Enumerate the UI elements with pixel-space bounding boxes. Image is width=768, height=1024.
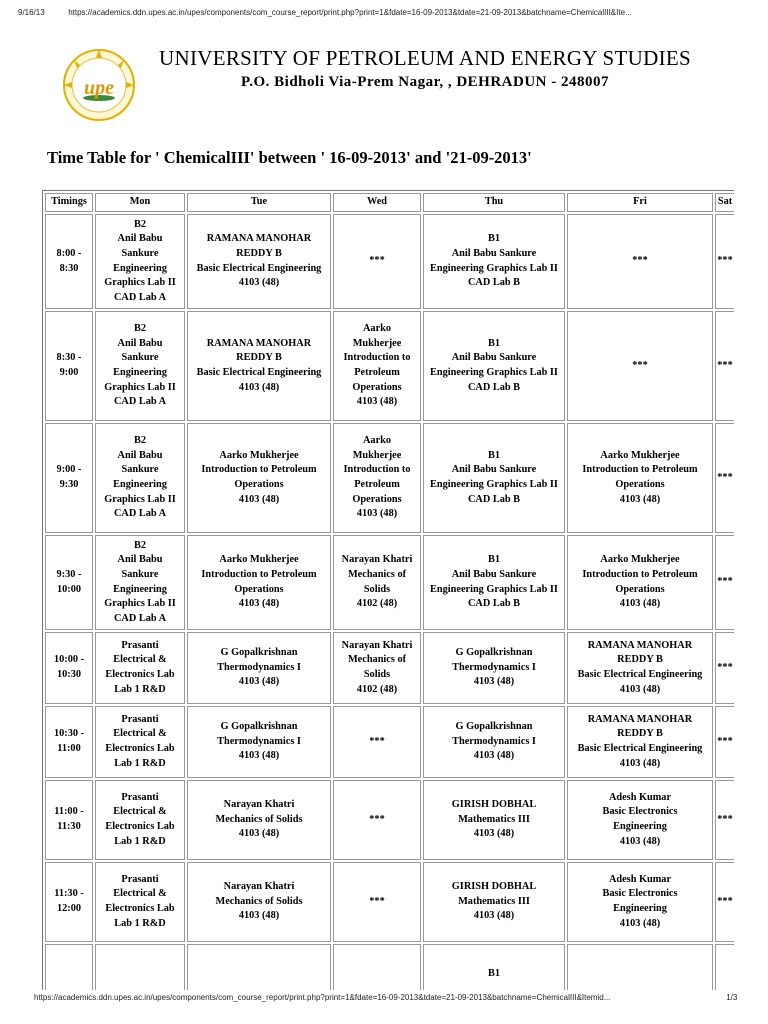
class-line: 4103 (48)	[473, 910, 515, 922]
class-line: G Gopalkrishnan	[220, 647, 298, 659]
class-line: 4103 (48)	[238, 750, 280, 762]
timetable-wrapper	[42, 190, 734, 990]
class-cell	[95, 862, 185, 942]
class-cell	[95, 311, 185, 421]
class-line: Electrical &	[113, 888, 167, 900]
class-line: B1	[487, 554, 501, 566]
class-line: Operations	[352, 381, 402, 393]
class-line: Aarko Mukherjee	[600, 449, 680, 461]
class-line: Adesh Kumar	[608, 791, 672, 803]
class-line: Anil Babu Sankure	[451, 568, 537, 580]
class-line: Electronics Lab	[105, 669, 175, 680]
column-header: Sat	[715, 193, 734, 212]
class-cell	[715, 780, 734, 860]
class-line: Introduction to Petroleum	[582, 464, 698, 476]
time-line: 8:00 -	[56, 247, 82, 259]
time-slot-cell	[45, 214, 93, 309]
class-line: 4103 (48)	[238, 910, 280, 922]
print-header	[18, 8, 758, 17]
class-line: G Gopalkrishnan	[455, 721, 533, 733]
class-line: Mechanics of Solids	[215, 895, 303, 907]
class-line: 4103 (48)	[238, 828, 280, 840]
class-line: 4103 (48)	[619, 757, 661, 769]
class-line: 4103 (48)	[619, 598, 661, 610]
class-cell	[95, 214, 185, 309]
class-cell	[715, 535, 734, 630]
class-cell	[423, 706, 565, 778]
class-line: ***	[717, 255, 733, 267]
class-line: RAMANA MANOHAR	[206, 337, 312, 349]
class-line: Petroleum	[354, 479, 400, 490]
class-line: Engineering Graphics Lab II	[430, 262, 558, 274]
print-url: https://academics.ddn.upes.ac.in/upes/components/com_course_report/print.php?print=1&fdate=16-09-2013&tdate=21-09-2013&batchname=ChemicalIII&Ite...	[68, 8, 632, 17]
class-line: Anil Babu Sankure	[451, 352, 537, 364]
class-line: CAD Lab A	[113, 291, 167, 303]
column-header: Timings	[45, 193, 93, 212]
table-row	[45, 706, 734, 778]
class-cell	[423, 535, 565, 630]
class-line: Operations	[615, 583, 665, 595]
class-line: Aarko Mukherjee	[219, 449, 299, 461]
class-line: G Gopalkrishnan	[220, 721, 298, 733]
class-line: CAD Lab B	[467, 277, 521, 289]
class-cell	[423, 632, 565, 704]
class-cell	[333, 214, 421, 309]
class-line: Prasanti	[121, 639, 159, 651]
class-line: Mathematics III	[458, 813, 530, 825]
class-line: 4103 (48)	[238, 277, 280, 289]
class-line: Graphics Lab II	[104, 493, 176, 505]
class-line: Narayan Khatri	[223, 881, 295, 893]
university-address: P.O. Bidholi Via-Prem Nagar, , DEHRADUN - 248007	[240, 74, 610, 90]
class-line: ***	[717, 735, 733, 747]
class-line: 4103 (48)	[238, 493, 280, 505]
class-line: ***	[369, 895, 385, 907]
class-cell	[333, 944, 421, 990]
class-line: Thermodynamics I	[217, 661, 301, 673]
class-line: Mechanics of Solids	[215, 813, 303, 825]
class-cell	[423, 862, 565, 942]
class-line: Prasanti	[121, 791, 159, 803]
class-line: Thermodynamics I	[452, 661, 536, 673]
timetable-body	[45, 214, 734, 990]
class-cell	[333, 423, 421, 533]
class-line: Lab 1 R&D	[114, 917, 166, 929]
class-line: B1	[487, 449, 501, 461]
class-line: Engineering Graphics Lab II	[430, 479, 558, 490]
class-cell	[567, 632, 713, 704]
university-name: UNIVERSITY OF PETROLEUM AND ENERGY STUDIES	[159, 46, 691, 70]
class-line: Basic Electrical Engineering	[196, 262, 322, 274]
class-line: B1	[487, 233, 501, 245]
class-line: 4103 (48)	[356, 396, 398, 408]
class-cell	[95, 632, 185, 704]
class-line: ***	[369, 255, 385, 267]
table-row	[45, 780, 734, 860]
class-cell	[187, 311, 331, 421]
class-line: ***	[717, 661, 733, 673]
class-line: CAD Lab B	[467, 598, 521, 610]
class-line: B2	[133, 539, 147, 551]
class-line: Electrical &	[113, 654, 167, 666]
class-line: 4103 (48)	[619, 493, 661, 505]
timetable-title: Time Table for ' ChemicalIII' between ' 16-09-2013' and '21-09-2013'	[47, 148, 532, 167]
class-line: ***	[717, 813, 733, 825]
class-line: RAMANA MANOHAR	[587, 639, 693, 651]
class-line: Thermodynamics I	[452, 735, 536, 747]
time-line: 11:00 -	[54, 806, 84, 818]
class-line: Anil Babu	[117, 233, 163, 245]
class-line: Sankure	[121, 464, 159, 476]
class-line: CAD Lab B	[467, 381, 521, 393]
class-cell	[715, 706, 734, 778]
time-line: 9:30	[59, 479, 79, 490]
class-line: ***	[717, 359, 733, 371]
time-line: 10:00 -	[53, 654, 85, 666]
column-header: Mon	[95, 193, 185, 212]
class-cell	[187, 944, 331, 990]
header-row	[45, 193, 734, 212]
class-line: B2	[133, 435, 147, 447]
class-line: Electrical &	[113, 728, 167, 740]
class-line: Introduction to	[343, 352, 411, 364]
class-cell	[567, 214, 713, 309]
class-line: ***	[717, 471, 733, 483]
class-line: Operations	[234, 583, 284, 595]
table-row	[45, 944, 734, 990]
class-line: Basic Electronics	[602, 888, 678, 900]
class-line: Anil Babu Sankure	[451, 247, 537, 259]
class-line: GIRISH DOBHAL	[451, 881, 537, 893]
class-line: Narayan Khatri	[341, 639, 413, 651]
class-line: 4103 (48)	[473, 750, 515, 762]
class-line: 4103 (48)	[473, 828, 515, 840]
class-line: 4103 (48)	[619, 917, 661, 929]
class-cell	[333, 780, 421, 860]
class-line: Aarko Mukherjee	[600, 554, 680, 566]
time-slot-cell	[45, 311, 93, 421]
class-line: Engineering	[113, 262, 167, 274]
class-line: Lab 1 R&D	[114, 683, 166, 695]
class-line: ***	[632, 359, 648, 371]
table-row	[45, 311, 734, 421]
class-line: CAD Lab A	[113, 612, 167, 624]
class-line: Graphics Lab II	[104, 381, 176, 393]
class-cell	[187, 535, 331, 630]
class-line: Basic Electrical Engineering	[196, 367, 322, 378]
class-line: B1	[487, 967, 501, 979]
class-cell	[715, 423, 734, 533]
time-line: 8:30 -	[56, 352, 82, 364]
class-line: Engineering	[613, 821, 667, 832]
table-row	[45, 214, 734, 309]
class-cell	[187, 862, 331, 942]
time-line: 11:00	[57, 743, 81, 754]
class-line: Engineering Graphics Lab II	[430, 583, 558, 595]
class-line: 4102 (48)	[356, 683, 398, 695]
class-line: Lab 1 R&D	[114, 835, 166, 847]
class-line: Introduction to	[343, 464, 411, 476]
class-line: B2	[133, 218, 147, 230]
class-line: Introduction to Petroleum	[201, 464, 317, 476]
time-line: 9:00	[59, 367, 79, 378]
class-line: Narayan Khatri	[223, 799, 295, 811]
class-line: Introduction to Petroleum	[201, 568, 317, 580]
time-slot-cell	[45, 535, 93, 630]
time-line: 11:30 -	[54, 888, 84, 900]
class-line: CAD Lab B	[467, 493, 521, 505]
class-line: ***	[632, 255, 648, 267]
class-cell	[423, 214, 565, 309]
class-line: Mechanics of	[347, 568, 407, 580]
class-line: Solids	[363, 583, 391, 595]
class-cell	[423, 780, 565, 860]
time-line: 9:00 -	[56, 464, 82, 476]
class-line: Basic Electrical Engineering	[577, 669, 703, 680]
class-line: Basic Electrical Engineering	[577, 743, 703, 754]
print-footer	[34, 993, 766, 1002]
class-line: ***	[369, 735, 385, 747]
class-line: Operations	[615, 479, 665, 490]
column-header: Fri	[567, 193, 713, 212]
class-cell	[333, 862, 421, 942]
class-line: REDDY B	[236, 247, 282, 259]
column-header: Tue	[187, 193, 331, 212]
class-line: 4103 (48)	[473, 676, 515, 688]
class-cell	[567, 706, 713, 778]
class-cell	[567, 311, 713, 421]
class-cell	[423, 944, 565, 990]
class-line: Mechanics of	[347, 654, 407, 666]
class-cell	[187, 632, 331, 704]
class-cell	[715, 632, 734, 704]
class-line: 4102 (48)	[356, 598, 398, 610]
class-line: Solids	[363, 669, 391, 680]
class-line: Mathematics III	[458, 895, 530, 907]
class-line: Sankure	[121, 247, 159, 259]
time-line: 9:30 -	[56, 568, 82, 580]
class-cell	[423, 311, 565, 421]
column-header: Thu	[423, 193, 565, 212]
time-line: 10:30 -	[53, 728, 85, 740]
class-line: Engineering Graphics Lab II	[430, 367, 558, 378]
class-line: B2	[133, 323, 147, 335]
class-line: Anil Babu	[117, 449, 163, 461]
time-line: 11:30	[57, 821, 81, 832]
table-row	[45, 862, 734, 942]
class-line: Petroleum	[354, 367, 400, 378]
timetable	[42, 190, 734, 990]
time-line: 10:30	[56, 669, 82, 680]
time-line: 10:00	[56, 583, 82, 595]
logo-text: upe	[84, 77, 114, 99]
class-line: Engineering	[113, 479, 167, 490]
class-line: REDDY B	[617, 728, 663, 740]
class-line: CAD Lab A	[113, 396, 167, 408]
class-line: Electrical &	[113, 806, 167, 818]
table-row	[45, 632, 734, 704]
class-line: Prasanti	[121, 873, 159, 885]
class-line: Electronics Lab	[105, 821, 175, 832]
time-slot-cell	[45, 632, 93, 704]
class-line: Introduction to Petroleum	[582, 568, 698, 580]
class-line: ***	[717, 576, 733, 588]
class-line: Engineering	[113, 367, 167, 378]
class-line: Anil Babu	[117, 337, 163, 349]
class-line: Aarko	[362, 323, 392, 335]
class-line: CAD Lab A	[113, 508, 167, 520]
footer-url: https://academics.ddn.upes.ac.in/upes/components/com_course_report/print.php?print=1&fdate=16-09-2013&tdate=21-09-2013&batchname=ChemicalIII&Itemid...	[34, 993, 611, 1002]
class-cell	[715, 214, 734, 309]
class-cell	[95, 944, 185, 990]
time-line: 8:30	[59, 262, 79, 274]
class-cell	[187, 423, 331, 533]
class-cell	[715, 944, 734, 990]
class-line: 4103 (48)	[238, 676, 280, 688]
time-slot-cell	[45, 423, 93, 533]
class-line: Operations	[234, 479, 284, 490]
class-line: 4103 (48)	[238, 381, 280, 393]
page-number: 1/3	[726, 993, 738, 1002]
class-line: Electronics Lab	[105, 903, 175, 914]
class-cell	[423, 423, 565, 533]
class-line: Anil Babu	[117, 554, 163, 566]
class-line: RAMANA MANOHAR	[587, 713, 693, 725]
class-cell	[567, 862, 713, 942]
class-cell	[715, 862, 734, 942]
class-line: 4103 (48)	[356, 508, 398, 520]
class-cell	[95, 423, 185, 533]
class-cell	[187, 214, 331, 309]
class-line: ***	[717, 895, 733, 907]
class-line: 4103 (48)	[238, 598, 280, 610]
class-line: Aarko	[362, 435, 392, 447]
class-line: Graphics Lab II	[104, 277, 176, 289]
class-line: G Gopalkrishnan	[455, 647, 533, 659]
class-line: B1	[487, 337, 501, 349]
class-line: Prasanti	[121, 713, 159, 725]
class-cell	[95, 535, 185, 630]
time-slot-cell	[45, 944, 93, 990]
class-cell	[187, 780, 331, 860]
class-cell	[333, 535, 421, 630]
class-line: Engineering	[613, 903, 667, 914]
column-header: Wed	[333, 193, 421, 212]
time-slot-cell	[45, 706, 93, 778]
class-line: ***	[369, 813, 385, 825]
time-slot-cell	[45, 780, 93, 860]
time-slot-cell	[45, 862, 93, 942]
class-line: REDDY B	[617, 654, 663, 666]
table-row	[45, 535, 734, 630]
class-cell	[95, 780, 185, 860]
class-cell	[567, 423, 713, 533]
class-cell	[333, 632, 421, 704]
class-line: 4103 (48)	[619, 683, 661, 695]
class-cell	[333, 706, 421, 778]
table-row	[45, 423, 734, 533]
class-line: Engineering	[113, 583, 167, 595]
class-cell	[95, 706, 185, 778]
class-cell	[567, 780, 713, 860]
class-line: Anil Babu Sankure	[451, 464, 537, 476]
class-line: 4103 (48)	[619, 835, 661, 847]
class-line: Graphics Lab II	[104, 598, 176, 610]
class-line: Operations	[352, 493, 402, 505]
class-line: Basic Electronics	[602, 806, 678, 818]
class-line: Mukherjee	[352, 449, 402, 461]
class-cell	[715, 311, 734, 421]
class-line: Mukherjee	[352, 337, 402, 349]
class-line: REDDY B	[236, 352, 282, 364]
class-cell	[333, 311, 421, 421]
class-line: GIRISH DOBHAL	[451, 799, 537, 811]
class-cell	[567, 944, 713, 990]
class-line: Adesh Kumar	[608, 873, 672, 885]
class-cell	[187, 706, 331, 778]
class-line: Aarko Mukherjee	[219, 554, 299, 566]
class-line: RAMANA MANOHAR	[206, 233, 312, 245]
class-line: Sankure	[121, 568, 159, 580]
class-line: Thermodynamics I	[217, 735, 301, 747]
class-line: Sankure	[121, 352, 159, 364]
class-line: Lab 1 R&D	[114, 757, 166, 769]
print-date: 9/16/13	[18, 8, 45, 17]
time-line: 12:00	[56, 903, 82, 914]
class-line: Electronics Lab	[105, 743, 175, 754]
class-cell	[567, 535, 713, 630]
class-line: Narayan Khatri	[341, 554, 413, 566]
